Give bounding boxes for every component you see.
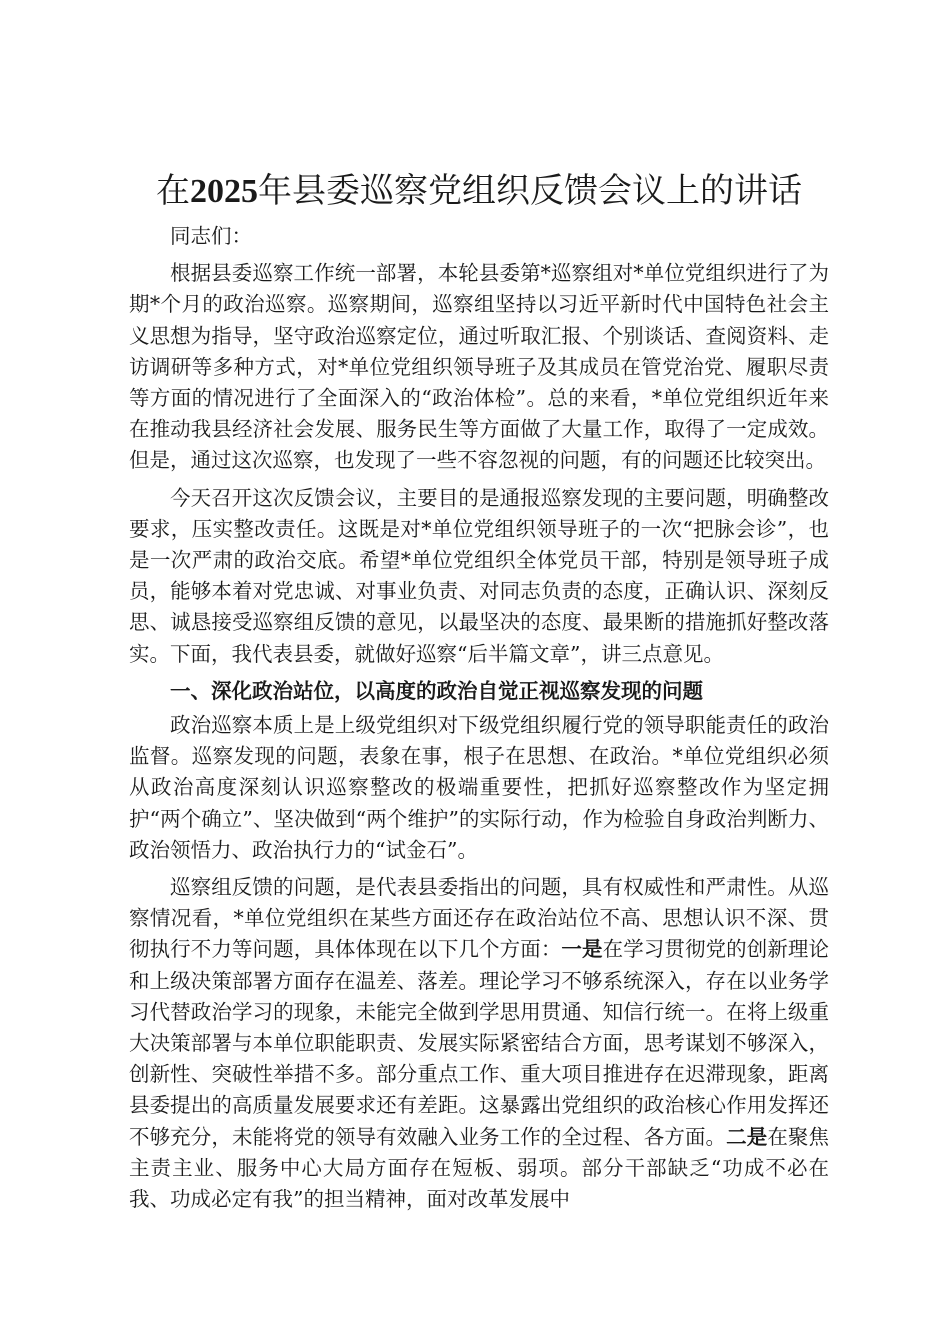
document-page [129,168,829,1221]
salutation: 同志们： [170,224,252,248]
point-one-marker: 一是 [561,937,603,962]
point-two-text: 在聚焦主责主业、服务中心大局方面存在短板、弱项。部分干部缺乏“功成不必在我、功成必定有我”的担当精神，面对改革发展中 [129,1124,830,1212]
point-one-text: 在学习贯彻党的创新理论和上级决策部署方面存在温差、落差。理论学习不够系统深入，存在以业务学习代替政治学习的现象，未能完全做到学思用贯通、知信行统一。在将上级重大决策部署与本单位职能职责、发展实际紧密结合方面，思考谋划不够深入，创新性、突破性举措不多。部分重点工作、重大项目推进存在迟滞现象，距离县委提出的高质量发展要求还有差距。这暴露出党组织的政治核心作用发挥还不够充分，未能将党的领导有效融入业务工作的全过程、各方面。 [129,937,830,1149]
paragraph-feedback-issues [129,872,829,1215]
title-suffix: 年县委巡察党组织反馈会议上的讲话 [258,171,802,211]
point-two-marker: 二是 [726,1124,768,1149]
title-year: 2025 [190,173,258,210]
title-prefix: 在 [156,171,190,211]
document-title [109,168,849,215]
paragraph-political-inspection: 政治巡察本质上是上级党组织对下级党组织履行党的领导职能责任的政治监督。巡察发现的问题，表象在事，根子在思想、在政治。*单位党组织必须从政治高度深刻认识巡察整改的极端重要性，把抓好巡察整改作为坚定拥护“两个确立”、坚决做到“两个维护”的实际行动，作为检验自身政治判断力、政治领悟力、政治执行力的“试金石”。 [129,713,829,862]
feedback-intro-text: 巡察组反馈的问题，是代表县委指出的问题，具有权威性和严肃性。从巡察情况看，*单位党组织在某些方面还存在政治站位不高、思想认识不深、贯彻执行不力等问题，具体体现在以下几个方面： [129,875,829,962]
section-heading-1: 一、深化政治站位，以高度的政治自觉正视巡察发现的问题 [170,678,703,703]
paragraph-intro: 根据县委巡察工作统一部署，本轮县委第*巡察组对*单位党组织进行了为期*个月的政治巡察。巡察期间，巡察组坚持以习近平新时代中国特色社会主义思想为指导，坚守政治巡察定位，通过听取汇报、个别谈话、查阅资料、走访调研等多种方式，对*单位党组织领导班子及其成员在管党治党、履职尽责等方面的情况进行了全面深入的“政治体检”。总的来看，*单位党组织近年来在推动我县经济社会发展、服务民生等方面做了大量工作，取得了一定成效。但是，通过这次巡察，也发现了一些不容忽视的问题，有的问题还比较突出。 [129,261,829,473]
paragraph-purpose: 今天召开这次反馈会议，主要目的是通报巡察发现的主要问题，明确整改要求，压实整改责任。这既是对*单位党组织领导班子的一次“把脉会诊”，也是一次严肃的政治交底。希望*单位党组织全体党员干部，特别是领导班子成员，能够本着对党忠诚、对事业负责、对同志负责的态度，正确认识、深刻反思、诚恳接受巡察组反馈的意见，以最坚决的态度、最果断的措施抓好整改落实。下面，我代表县委，就做好巡察“后半篇文章”，讲三点意见。 [129,485,829,666]
